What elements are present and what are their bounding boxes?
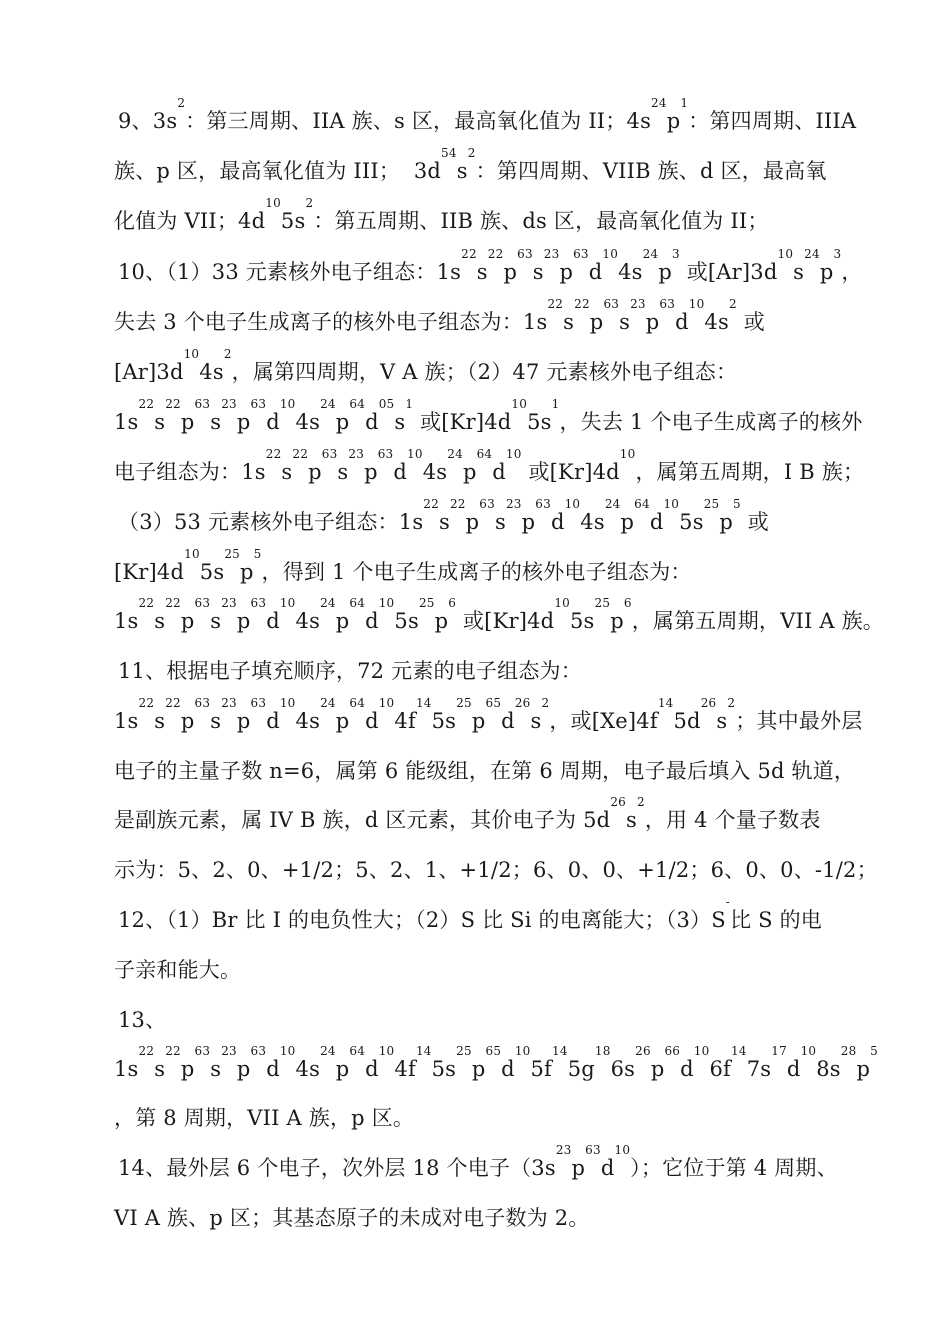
- text-line: 电子组态为：$1s^{22}s^{22}p^{63}s^{23}p^{63}d^{10}4s^{24}p^{64}d^{10}$ 或$[Kr]4d^{10}$，属第五周期，I B 族；: [114, 447, 865, 484]
- text-line: 子亲和能大。: [114, 958, 242, 982]
- text-line: $1s^{22}s^{22}p^{63}s^{23}p^{63}d^{10}4s^{24}p^{64}d^{10}4f^{14}5s^{25}p^{65}d^{26}s^2$，或$[Xe]4f^{14}5d^{26}s^2$；其中最外层: [114, 696, 863, 733]
- text-line: 示为：5、2、0、+1/2；5、2、1、+1/2；6、0、0、+1/2；6、0、0、-1/2；: [114, 858, 878, 882]
- text-line: 14、最外层 6 个电子，次外层 18 个电子$(3s^{23}p^{63}d^{10})$；它位于第 4 周期、: [118, 1143, 838, 1180]
- text-line: $1s^{22}s^{22}p^{63}s^{23}p^{63}d^{10}4s^{24}p^{64}d^{10}5s^{25}p^6$ 或$[Kr]4d^{10}5s^{25}p^6$，属第五周期，VII A 族。: [114, 596, 884, 633]
- text-line: $[Ar]3d^{10}4s^2$，属第四周期，V A 族；（2）47 元素核外电子组态：: [114, 347, 738, 384]
- text-line: $1s^{22}s^{22}p^{63}s^{23}p^{63}d^{10}4s^{24}p^{64}d^{10}4f^{14}5s^{25}p^{65}d^{10}5f^{14}5g^{18}6s^{26}p^{66}d^{10}6f^{14}7s^{17}d^{10}8s^{28}p^5$: [114, 1044, 878, 1081]
- text-line: 族、p 区，最高氧化值为 III； $3d^{54}s^2$：第四周期、VIIB 族、d 区，最高氧: [114, 146, 827, 183]
- text-line: $[Kr]4d^{10}5s^{25}p^5$，得到 1 个电子生成离子的核外电子组态为：: [114, 547, 692, 584]
- text-line: 11、根据电子填充顺序，72 元素的电子组态为：: [118, 659, 582, 683]
- text-line: 是副族元素，属 IV B 族，d 区元素，其价电子为 $5d^{26}s^2$，用 4 个量子数表: [114, 795, 821, 832]
- text-line: 电子的主量子数 n=6，属第 6 能级组，在第 6 周期，电子最后填入 5d 轨道，: [114, 759, 856, 783]
- text-line: 9、$3s^2$：第三周期、IIA 族、s 区，最高氧化值为 II；$4s^{24}p^1$：第四周期、IIIA: [118, 96, 857, 133]
- text-line: 12、（1）Br 比 I 的电负性大；（2）S 比 Si 的电离能大；（3）S-比 S 的电: [118, 895, 822, 932]
- text-line: ，第 8 周期，VII A 族，p 区。: [114, 1106, 415, 1130]
- text-line: 化值为 VII；$4d^{10}5s^2$：第五周期、IIB 族、ds 区，最高氧化值为 II；: [114, 196, 769, 233]
- text-line: $1s^{22}s^{22}p^{63}s^{23}p^{63}d^{10}4s^{24}p^{64}d^{05}s^1$ 或$[Kr]4d^{10}5s^1$，失去 1 个电子生成离子的核外: [114, 397, 863, 434]
- text-line: 13、: [118, 1008, 167, 1032]
- text-line: （3）53 元素核外电子组态：$1s^{22}s^{22}p^{63}s^{23}p^{63}d^{10}4s^{24}p^{64}d^{10}5s^{25}p^5$ 或: [118, 497, 769, 534]
- text-line: VI A 族、p 区；其基态原子的未成对电子数为 2。: [114, 1206, 590, 1230]
- text-line: 失去 3 个电子生成离子的核外电子组态为：$1s^{22}s^{22}p^{63}s^{23}p^{63}d^{10}4s^2$ 或: [114, 297, 765, 334]
- text-line: 10、（1）33 元素核外电子组态：$1s^{22}s^{22}p^{63}s^{23}p^{63}d^{10}4s^{24}p^3$ 或$[Ar]3d^{10}s^{24}p^3$，: [118, 247, 863, 284]
